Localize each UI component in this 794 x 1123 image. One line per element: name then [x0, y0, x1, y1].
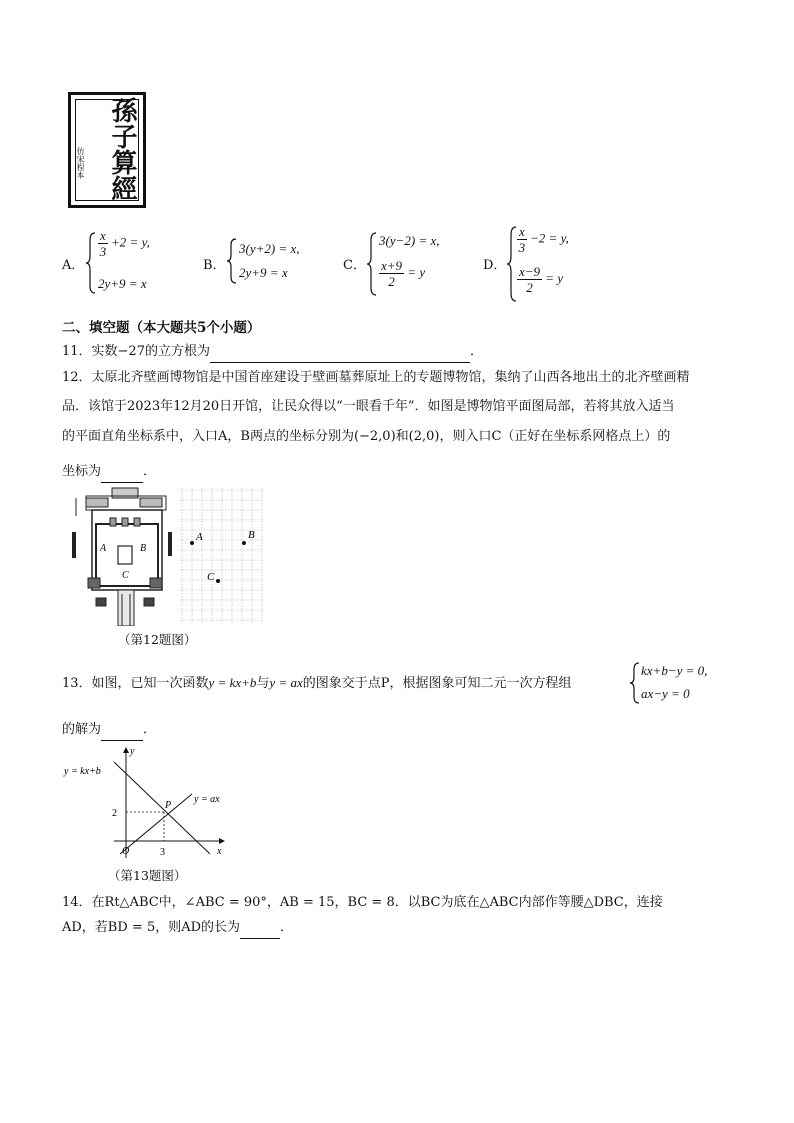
grid-point-c	[216, 579, 220, 583]
option-a-eq2: 2y+9 = x	[98, 276, 147, 291]
option-a-frac: $\frac{x}{3}$	[99, 228, 107, 259]
option-b-brace	[227, 238, 237, 284]
grid-point-b	[242, 541, 246, 545]
q12-figure	[66, 486, 266, 626]
q12-line3: 的平面直角坐标系中，入口A，B两点的坐标分别为(−2,0)和(2,0)，则入口C（正好在坐标系网格点上）的	[62, 429, 671, 444]
book-cover-logo	[68, 92, 146, 208]
option-d-eq1: $\frac{x}{3}$ −2 = y,	[518, 224, 569, 255]
option-b-label: B．	[203, 258, 226, 273]
option-b-eq1: 3(y+2) = x,	[239, 241, 300, 256]
grid-label-b: B	[248, 529, 255, 541]
line-ax	[120, 794, 192, 854]
label-line2: y = ax	[194, 794, 220, 805]
museum-floor-plan	[74, 488, 170, 626]
q13-line2: 的解为 ．	[62, 720, 156, 741]
line-kx-plus-b	[114, 762, 210, 854]
option-d-frac2: $\frac{x-9}{2}$	[519, 264, 541, 295]
label-x-axis: x	[217, 846, 222, 857]
tick-x-3: 3	[160, 847, 165, 858]
label-y-axis: y	[130, 746, 135, 757]
plan-label-b: B	[140, 543, 147, 554]
option-a-label: A．	[62, 258, 85, 273]
question-11: 11．实数−27的立方根为 ．	[62, 342, 483, 363]
option-c-frac: $\frac{x+9}{2}$	[381, 258, 403, 289]
q13-answer-blank	[101, 720, 143, 741]
q13-graph	[62, 744, 232, 864]
label-line1: y = kx+b	[64, 766, 101, 777]
plan-label-c: C	[122, 570, 129, 581]
q12-line4: 坐标为 ．	[62, 462, 156, 483]
q11-answer-blank	[210, 342, 470, 363]
q13-system-eq2: ax−y = 0	[641, 686, 690, 701]
option-c-eq2: $\frac{x+9}{2}$ = y	[381, 258, 426, 289]
q14-answer-blank	[240, 918, 280, 939]
logo-title: 孫子算經	[107, 97, 137, 201]
grid-label-c: C	[207, 571, 215, 583]
q12-caption: （第12题图）	[118, 632, 197, 647]
grid-label-a: A	[196, 531, 203, 543]
option-b-eq2: 2y+9 = x	[239, 265, 288, 280]
option-d	[483, 224, 613, 304]
tick-y-2: 2	[112, 808, 117, 819]
q13-system-brace	[630, 662, 640, 704]
q14-line2: AD，若BD = 5，则AD的长为 ．	[62, 918, 293, 939]
option-c-eq1: 3(y−2) = x,	[379, 233, 440, 248]
q13-line1: 13．如图，已知一次函数y = kx+b与y = ax的图象交于点P，根据图象可知二元一次方程组	[62, 675, 572, 691]
q13-caption: （第13题图）	[108, 868, 187, 883]
q13-system-eq1: kx+b−y = 0,	[641, 663, 708, 678]
option-d-eq2: $\frac{x-9}{2}$ = y	[519, 264, 564, 295]
option-a-brace	[86, 232, 96, 294]
q12-line2: 品．该馆于2023年12月20日开馆，让民众得以“一眼看千年”．如图是博物馆平面图局部，若将其放入适当	[62, 399, 675, 414]
q14-line1: 14．在Rt△ABC中，∠ABC = 90°，AB = 15，BC = 8．以BC为底在△ABC内部作等腰△DBC，连接	[62, 895, 663, 910]
option-b	[203, 236, 333, 288]
grid-point-a	[190, 541, 194, 545]
option-a	[62, 228, 182, 298]
plan-label-a: A	[100, 543, 107, 554]
option-a-eq1: $\frac{x}{3}$ +2 = y,	[99, 228, 150, 259]
logo-subtitle: 仿宋程本	[76, 147, 85, 179]
q12-line1: 12．太原北齐壁画博物馆是中国首座建设于壁画墓葬原址上的专题博物馆，集纳了山西各地出土的北齐壁画精	[62, 370, 690, 385]
option-c-brace	[367, 232, 377, 296]
label-origin: O	[122, 846, 130, 857]
label-point-p: P	[165, 800, 172, 811]
option-d-label: D．	[483, 258, 507, 273]
section-title: 二、填空题（本大题共5个小题）	[62, 320, 261, 336]
q11-text: 11．实数−27的立方根为	[62, 344, 210, 359]
option-c-label: C．	[343, 258, 366, 273]
option-d-brace	[507, 226, 517, 302]
option-d-frac1: $\frac{x}{3}$	[518, 224, 526, 255]
q12-answer-blank	[101, 462, 143, 483]
coordinate-grid	[180, 488, 262, 622]
option-c	[343, 230, 473, 298]
